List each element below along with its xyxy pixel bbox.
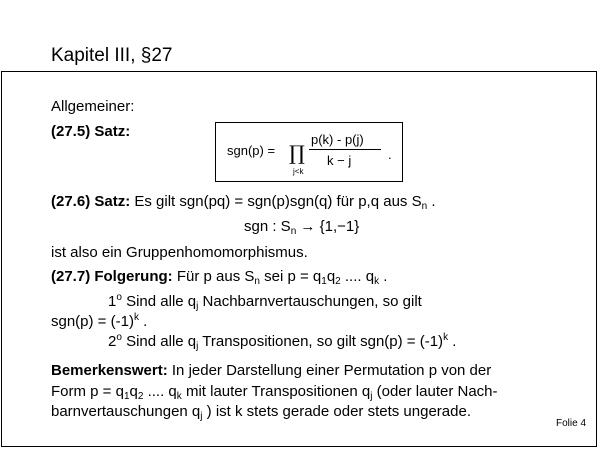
- bemerkenswert-line-3: barnvertauschungen $q_j$ ) ist k stets gerade oder stets ungerade.: [51, 403, 471, 422]
- folgerung-item-1-result: $sgn(p) = (-1)^k$ .: [51, 312, 148, 330]
- satz-27-5-label: (27.5) Satz:: [51, 123, 131, 140]
- satz-27-6: (27.6) Satz: Es gilt sgn(pq) = sgn(p)sgn(q) für p,q aus $S_n$ .: [51, 193, 436, 212]
- homomorphism-formula: sgn : $S_n \to \{1,-1\}$: [244, 218, 360, 237]
- allgemeiner-label: Allgemeiner:: [51, 98, 135, 115]
- product-symbol: ∏: [289, 141, 305, 165]
- folgerung-item-2: 2$^o$ Sind alle $q_j$ Transpositionen, so gilt $sgn(p) = (-1)^k$ .: [108, 332, 457, 352]
- product-index: j<k: [293, 167, 304, 176]
- homomorphism-text: ist also ein Gruppenhomomorphismus.: [51, 244, 308, 261]
- formula-lhs: sgn(p) =: [227, 143, 276, 158]
- slide-number: Folie 4: [555, 418, 586, 429]
- fraction-numerator: p(k) - p(j): [311, 132, 364, 147]
- folgerung-27-7: (27.7) Folgerung: Für p aus $S_n$ sei $p = q_1q_2$ .... $q_k$ .: [51, 268, 388, 287]
- formula-box: [215, 122, 403, 182]
- fraction-bar: [309, 149, 381, 150]
- formula-dot: .: [388, 147, 392, 162]
- bemerkenswert-line-1: Bemerkenswert: In jeder Darstellung einer Permutation p von der: [51, 362, 492, 379]
- fraction-denominator: k − j: [327, 153, 352, 168]
- folgerung-item-1: 1$^o$ Sind alle $q_j$ Nachbarnvertauschungen, so gilt: [108, 292, 422, 312]
- bemerkenswert-line-2: Form $p = q_1q_2$ .... $q_k$ mit lauter Transpositionen $q_j$ (oder lauter Nach-: [51, 383, 498, 402]
- page-title: Kapitel III, §27: [51, 45, 173, 66]
